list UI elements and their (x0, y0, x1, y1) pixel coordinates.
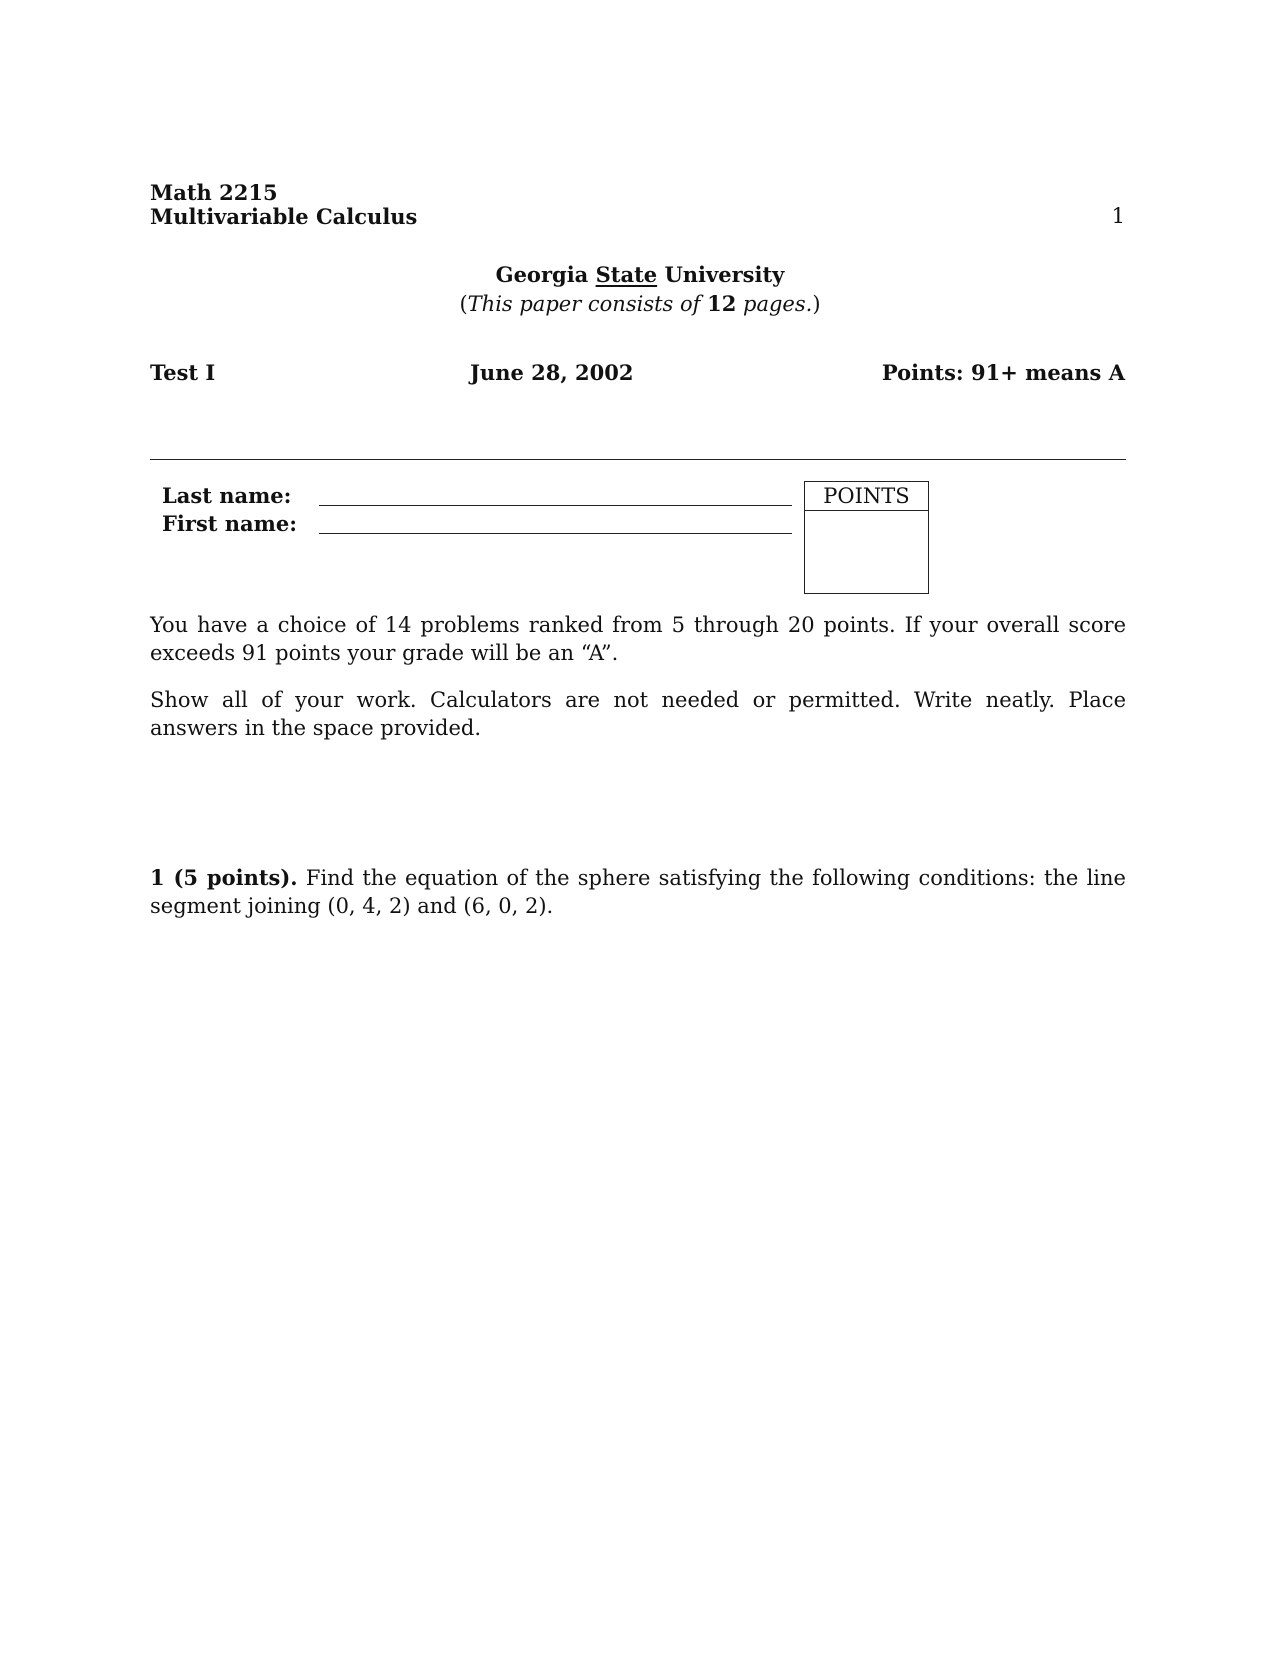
instructions-paragraph: Show all of your work. Calculators are not needed or permitted. Write neatly. Place answers in the space provided. (150, 688, 1126, 740)
university-title-pre: Georgia (495, 262, 596, 287)
problem-text: Find the equation of the sphere satisfying the following conditions: the line segment joining (0, 4, 2) and (6, 0, 2). (150, 866, 1126, 918)
course-code: Math 2215 (150, 180, 278, 205)
university-title-underlined: State (595, 262, 658, 287)
university-title-post: University (657, 262, 785, 287)
page-number: 1 (1111, 204, 1125, 228)
note-italic-text: This paper consists of (467, 292, 701, 316)
first-name-label: First name: (162, 511, 297, 536)
last-name-field[interactable] (319, 505, 792, 506)
test-date: June 28, 2002 (470, 360, 634, 385)
last-name-label: Last name: (162, 483, 292, 508)
instructions-paragraph: You have a choice of 14 problems ranked from 5 through 20 points. If your overall score exceeds 91 points your grade will be an “A”. (150, 613, 1126, 665)
problem-label: 1 (5 points). (150, 865, 298, 890)
paper-length-note (0, 293, 1280, 315)
points-box[interactable] (804, 481, 929, 594)
note-open-paren: ( (459, 292, 468, 316)
problem-1 (150, 864, 1126, 920)
points-box-header: POINTS (805, 482, 928, 511)
university-title (0, 264, 1280, 285)
first-name-field[interactable] (319, 533, 792, 534)
header-rule (150, 459, 1126, 460)
course-name: Multivariable Calculus (150, 204, 418, 229)
note-close-paren: ) (812, 292, 821, 316)
grade-info: Points: 91+ means A (881, 360, 1125, 385)
test-name: Test I (150, 360, 216, 385)
note-italic-end: pages. (743, 292, 813, 316)
note-page-count: 12 (707, 291, 737, 316)
